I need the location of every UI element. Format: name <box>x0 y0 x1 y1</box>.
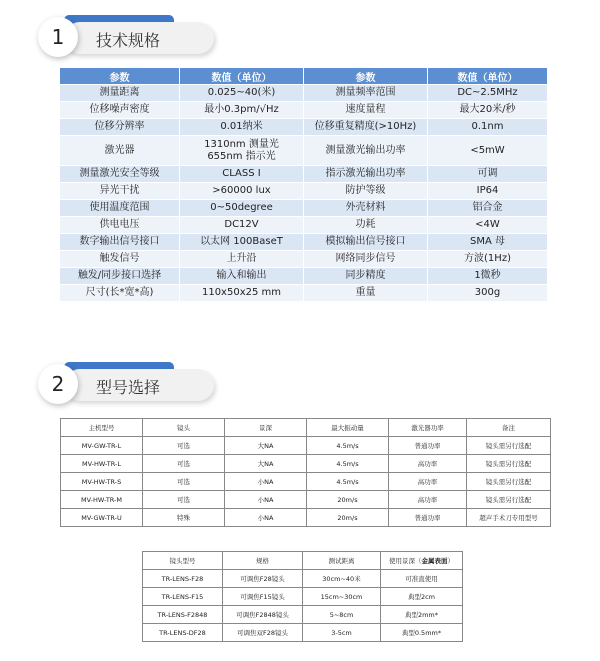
lens-header-cell: 镜头型号 <box>143 552 223 570</box>
spec-cell: 上升沿 <box>180 251 304 268</box>
spec-cell: 0.1nm <box>428 119 548 136</box>
spec-cell: 0.01纳米 <box>180 119 304 136</box>
spec-cell: 测量距离 <box>60 85 180 102</box>
table-row <box>60 234 548 251</box>
model-cell: 高功率 <box>389 491 467 509</box>
lens-cell: 可调焦F28镜头 <box>223 570 303 588</box>
model-cell: 可选 <box>143 491 225 509</box>
spec-cell: 指示激光输出功率 <box>304 166 428 183</box>
spec-cell: DC~2.5MHz <box>428 85 548 102</box>
spec-cell: 1微秒 <box>428 268 548 285</box>
model-cell: MV-HW-TR-L <box>61 455 143 473</box>
model-cell: 超声手术刀专用型号 <box>467 509 551 527</box>
lens-header-cell: 测试距离 <box>303 552 381 570</box>
model-header-cell: 备注 <box>467 419 551 437</box>
spec-cell: 尺寸(长*宽*高) <box>60 285 180 302</box>
model-cell: 小NA <box>225 509 307 527</box>
spec-cell: 位移重复精度(>10Hz) <box>304 119 428 136</box>
model-cell: 可选 <box>143 437 225 455</box>
spec-cell: 300g <box>428 285 548 302</box>
spec-cell: 异光干扰 <box>60 183 180 200</box>
model-header-row <box>61 419 551 437</box>
table-row <box>60 119 548 136</box>
model-cell: 小NA <box>225 491 307 509</box>
model-header-cell: 镜头 <box>143 419 225 437</box>
model-cell: 可选 <box>143 455 225 473</box>
lens-cell: TR-LENS-DF28 <box>143 624 223 642</box>
spec-cell: IP64 <box>428 183 548 200</box>
model-cell: MV-HW-TR-S <box>61 473 143 491</box>
spec-cell: 最大20米/秒 <box>428 102 548 119</box>
lens-cell: 15cm~30cm <box>303 588 381 606</box>
spec-header-cell: 参数 <box>304 68 428 85</box>
model-cell: 普通功率 <box>389 437 467 455</box>
spec-cell: 以太网 100BaseT <box>180 234 304 251</box>
lens-cell: 典型2mm* <box>381 606 463 624</box>
table-row <box>143 570 463 588</box>
table-row <box>60 183 548 200</box>
spec-cell: DC12V <box>180 217 304 234</box>
table-row <box>61 509 551 527</box>
spec-cell: 测量激光输出功率 <box>304 136 428 166</box>
spec-table <box>59 67 548 302</box>
spec-cell: 功耗 <box>304 217 428 234</box>
model-cell: MV-GW-TR-L <box>61 437 143 455</box>
spec-cell: 激光器 <box>60 136 180 166</box>
model-cell: 普通功率 <box>389 509 467 527</box>
spec-cell: 测量激光安全等级 <box>60 166 180 183</box>
model-cell: 镜头需另行选配 <box>467 455 551 473</box>
lens-cell: TR-LENS-F28 <box>143 570 223 588</box>
spec-cell: 使用温度范围 <box>60 200 180 217</box>
spec-cell: SMA 母 <box>428 234 548 251</box>
model-header-cell: 景深 <box>225 419 307 437</box>
lens-cell: TR-LENS-F15 <box>143 588 223 606</box>
lens-cell: 典型0.5mm* <box>381 624 463 642</box>
lens-cell: 3-5cm <box>303 624 381 642</box>
lens-header-cell: 规格 <box>223 552 303 570</box>
model-cell: 4.5m/s <box>307 473 389 491</box>
spec-header-cell: 参数 <box>60 68 180 85</box>
lens-cell: 5~8cm <box>303 606 381 624</box>
lens-table <box>142 551 463 642</box>
table-row <box>61 491 551 509</box>
spec-cell: 输入和输出 <box>180 268 304 285</box>
spec-cell: <4W <box>428 217 548 234</box>
section-header-models <box>38 362 198 402</box>
spec-cell: 110x50x25 mm <box>180 285 304 302</box>
spec-cell: 数字输出信号接口 <box>60 234 180 251</box>
model-cell: MV-HW-TR-M <box>61 491 143 509</box>
spec-cell: 模拟输出信号接口 <box>304 234 428 251</box>
model-cell: 4.5m/s <box>307 437 389 455</box>
lens-cell: 可调焦F15镜头 <box>223 588 303 606</box>
section-title: 技术规格 <box>96 31 161 50</box>
table-row <box>61 455 551 473</box>
spec-cell: 方波(1Hz) <box>428 251 548 268</box>
model-cell: 大NA <box>225 455 307 473</box>
model-cell: 高功率 <box>389 455 467 473</box>
model-header-cell: 主机型号 <box>61 419 143 437</box>
table-row <box>60 251 548 268</box>
table-row <box>60 200 548 217</box>
spec-cell: 防护等级 <box>304 183 428 200</box>
spec-cell: 铝合金 <box>428 200 548 217</box>
table-row <box>61 437 551 455</box>
section-title: 型号选择 <box>96 378 161 397</box>
model-cell: 20m/s <box>307 509 389 527</box>
spec-cell: 网络同步信号 <box>304 251 428 268</box>
lens-header-cell <box>381 552 463 570</box>
spec-header-cell: 数值（单位） <box>180 68 304 85</box>
lens-cell: TR-LENS-F2848 <box>143 606 223 624</box>
spec-cell: >60000 lux <box>180 183 304 200</box>
table-row <box>61 473 551 491</box>
header-pill <box>64 22 214 54</box>
spec-cell: 供电电压 <box>60 217 180 234</box>
spec-cell: 触发信号 <box>60 251 180 268</box>
table-row <box>143 624 463 642</box>
spec-cell: 0~50degree <box>180 200 304 217</box>
model-cell: 特殊 <box>143 509 225 527</box>
spec-cell: 1310nm 测量光 655nm 指示光 <box>180 136 304 166</box>
lens-cell: 可调焦双F28镜头 <box>223 624 303 642</box>
table-row <box>60 285 548 302</box>
spec-cell: 可调 <box>428 166 548 183</box>
model-cell: 大NA <box>225 437 307 455</box>
header-pill <box>64 369 214 401</box>
spec-cell: 0.025~40(米) <box>180 85 304 102</box>
model-cell: 镜头需另行选配 <box>467 491 551 509</box>
table-row <box>60 85 548 102</box>
spec-cell: CLASS I <box>180 166 304 183</box>
spec-cell: 位移分辨率 <box>60 119 180 136</box>
spec-cell: 同步精度 <box>304 268 428 285</box>
table-row <box>143 606 463 624</box>
lens-header-row <box>143 552 463 570</box>
spec-cell: 位移噪声密度 <box>60 102 180 119</box>
spec-cell: 测量频率范围 <box>304 85 428 102</box>
section-number: 1 <box>38 17 78 57</box>
spec-cell: 触发/同步接口选择 <box>60 268 180 285</box>
lens-header-bold: 金属表面 <box>421 557 448 565</box>
model-cell: 高功率 <box>389 473 467 491</box>
section-header-specs <box>38 15 198 55</box>
lens-cell: 可调焦F2848镜头 <box>223 606 303 624</box>
model-cell: 小NA <box>225 473 307 491</box>
model-header-cell: 激光器功率 <box>389 419 467 437</box>
spec-cell: <5mW <box>428 136 548 166</box>
spec-cell: 外壳材料 <box>304 200 428 217</box>
table-row <box>60 217 548 234</box>
spec-header-cell: 数值（单位） <box>428 68 548 85</box>
lens-cell: 典型2cm <box>381 588 463 606</box>
section-number: 2 <box>38 364 78 404</box>
spec-cell: 速度量程 <box>304 102 428 119</box>
model-header-cell: 最大振动量 <box>307 419 389 437</box>
lens-header-text: ） <box>447 557 454 565</box>
lens-cell: 30cm~40米 <box>303 570 381 588</box>
lens-header-text: 使用景深（ <box>389 557 422 565</box>
table-row <box>60 268 548 285</box>
table-row <box>60 102 548 119</box>
table-row <box>60 136 548 166</box>
spec-header-row <box>60 68 548 85</box>
model-cell: 可选 <box>143 473 225 491</box>
model-cell: 4.5m/s <box>307 455 389 473</box>
model-cell: MV-GW-TR-U <box>61 509 143 527</box>
model-cell: 镜头需另行选配 <box>467 437 551 455</box>
spec-cell: 重量 <box>304 285 428 302</box>
lens-cell: 可准直使用 <box>381 570 463 588</box>
model-cell: 20m/s <box>307 491 389 509</box>
model-table <box>60 418 551 527</box>
model-cell: 镜头需另行选配 <box>467 473 551 491</box>
table-row <box>60 166 548 183</box>
table-row <box>143 588 463 606</box>
spec-cell: 最小0.3pm/√Hz <box>180 102 304 119</box>
